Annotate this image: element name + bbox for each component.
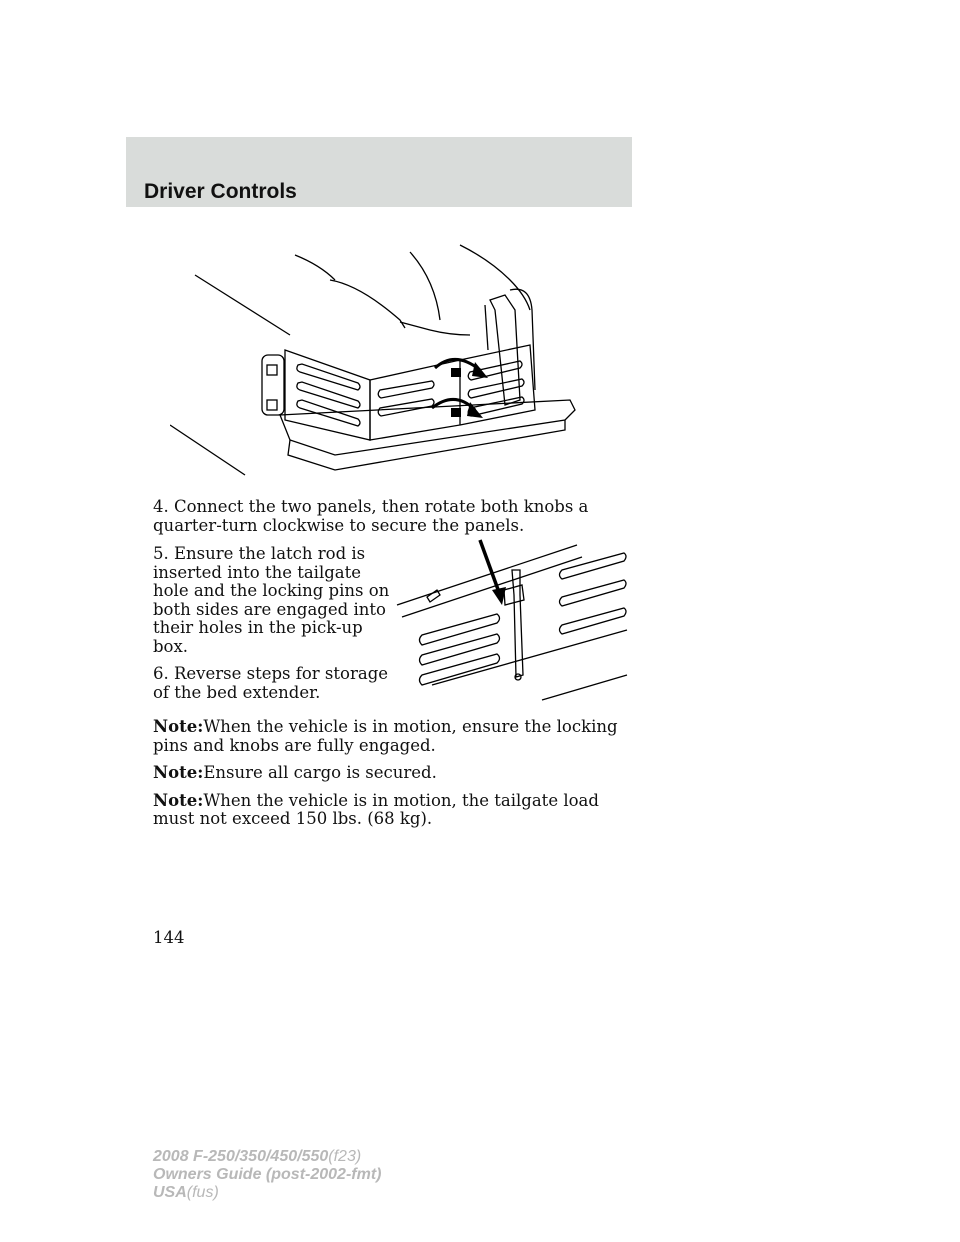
latch-rod-illustration: [392, 535, 632, 710]
note-3: [153, 792, 633, 829]
step-6-text: 6. Reverse steps for storage of the bed extender.: [153, 664, 389, 702]
note-text: When the vehicle is in motion, the tailgate load must not exceed 150 lbs. (68 kg).: [153, 790, 599, 828]
note-text: When the vehicle is in motion, ensure the locking pins and knobs are fully engaged.: [153, 717, 618, 755]
bed-extender-illustration: [170, 240, 580, 480]
note-text: Ensure all cargo is secured.: [203, 763, 437, 782]
step-4-text: 4. Connect the two panels, then rotate both knobs a quarter-turn clockwise to secure the panels.: [153, 497, 589, 535]
section-title: Driver Controls: [144, 180, 297, 203]
document-footer: [153, 1148, 381, 1202]
note-label: Note:: [153, 763, 204, 782]
footer-market-code: (fus): [186, 1184, 219, 1201]
page-number: 144: [153, 928, 185, 947]
note-label: Note:: [153, 717, 204, 736]
footer-model-code: (f23): [328, 1148, 362, 1165]
step-5-text: 5. Ensure the latch rod is inserted into the tailgate hole and the locking pins on both sides are engaged into their holes in the pick-up box.: [153, 544, 390, 656]
note-1: [153, 718, 633, 755]
footer-market: USA: [153, 1184, 187, 1201]
footer-model: 2008 F-250/350/450/550: [153, 1148, 329, 1165]
note-label: Note:: [153, 790, 204, 810]
footer-guide: Owners Guide (post-2002-fmt): [153, 1166, 382, 1183]
note-2: [153, 764, 633, 783]
notes-section: [153, 718, 633, 838]
steps-column: [153, 545, 393, 711]
